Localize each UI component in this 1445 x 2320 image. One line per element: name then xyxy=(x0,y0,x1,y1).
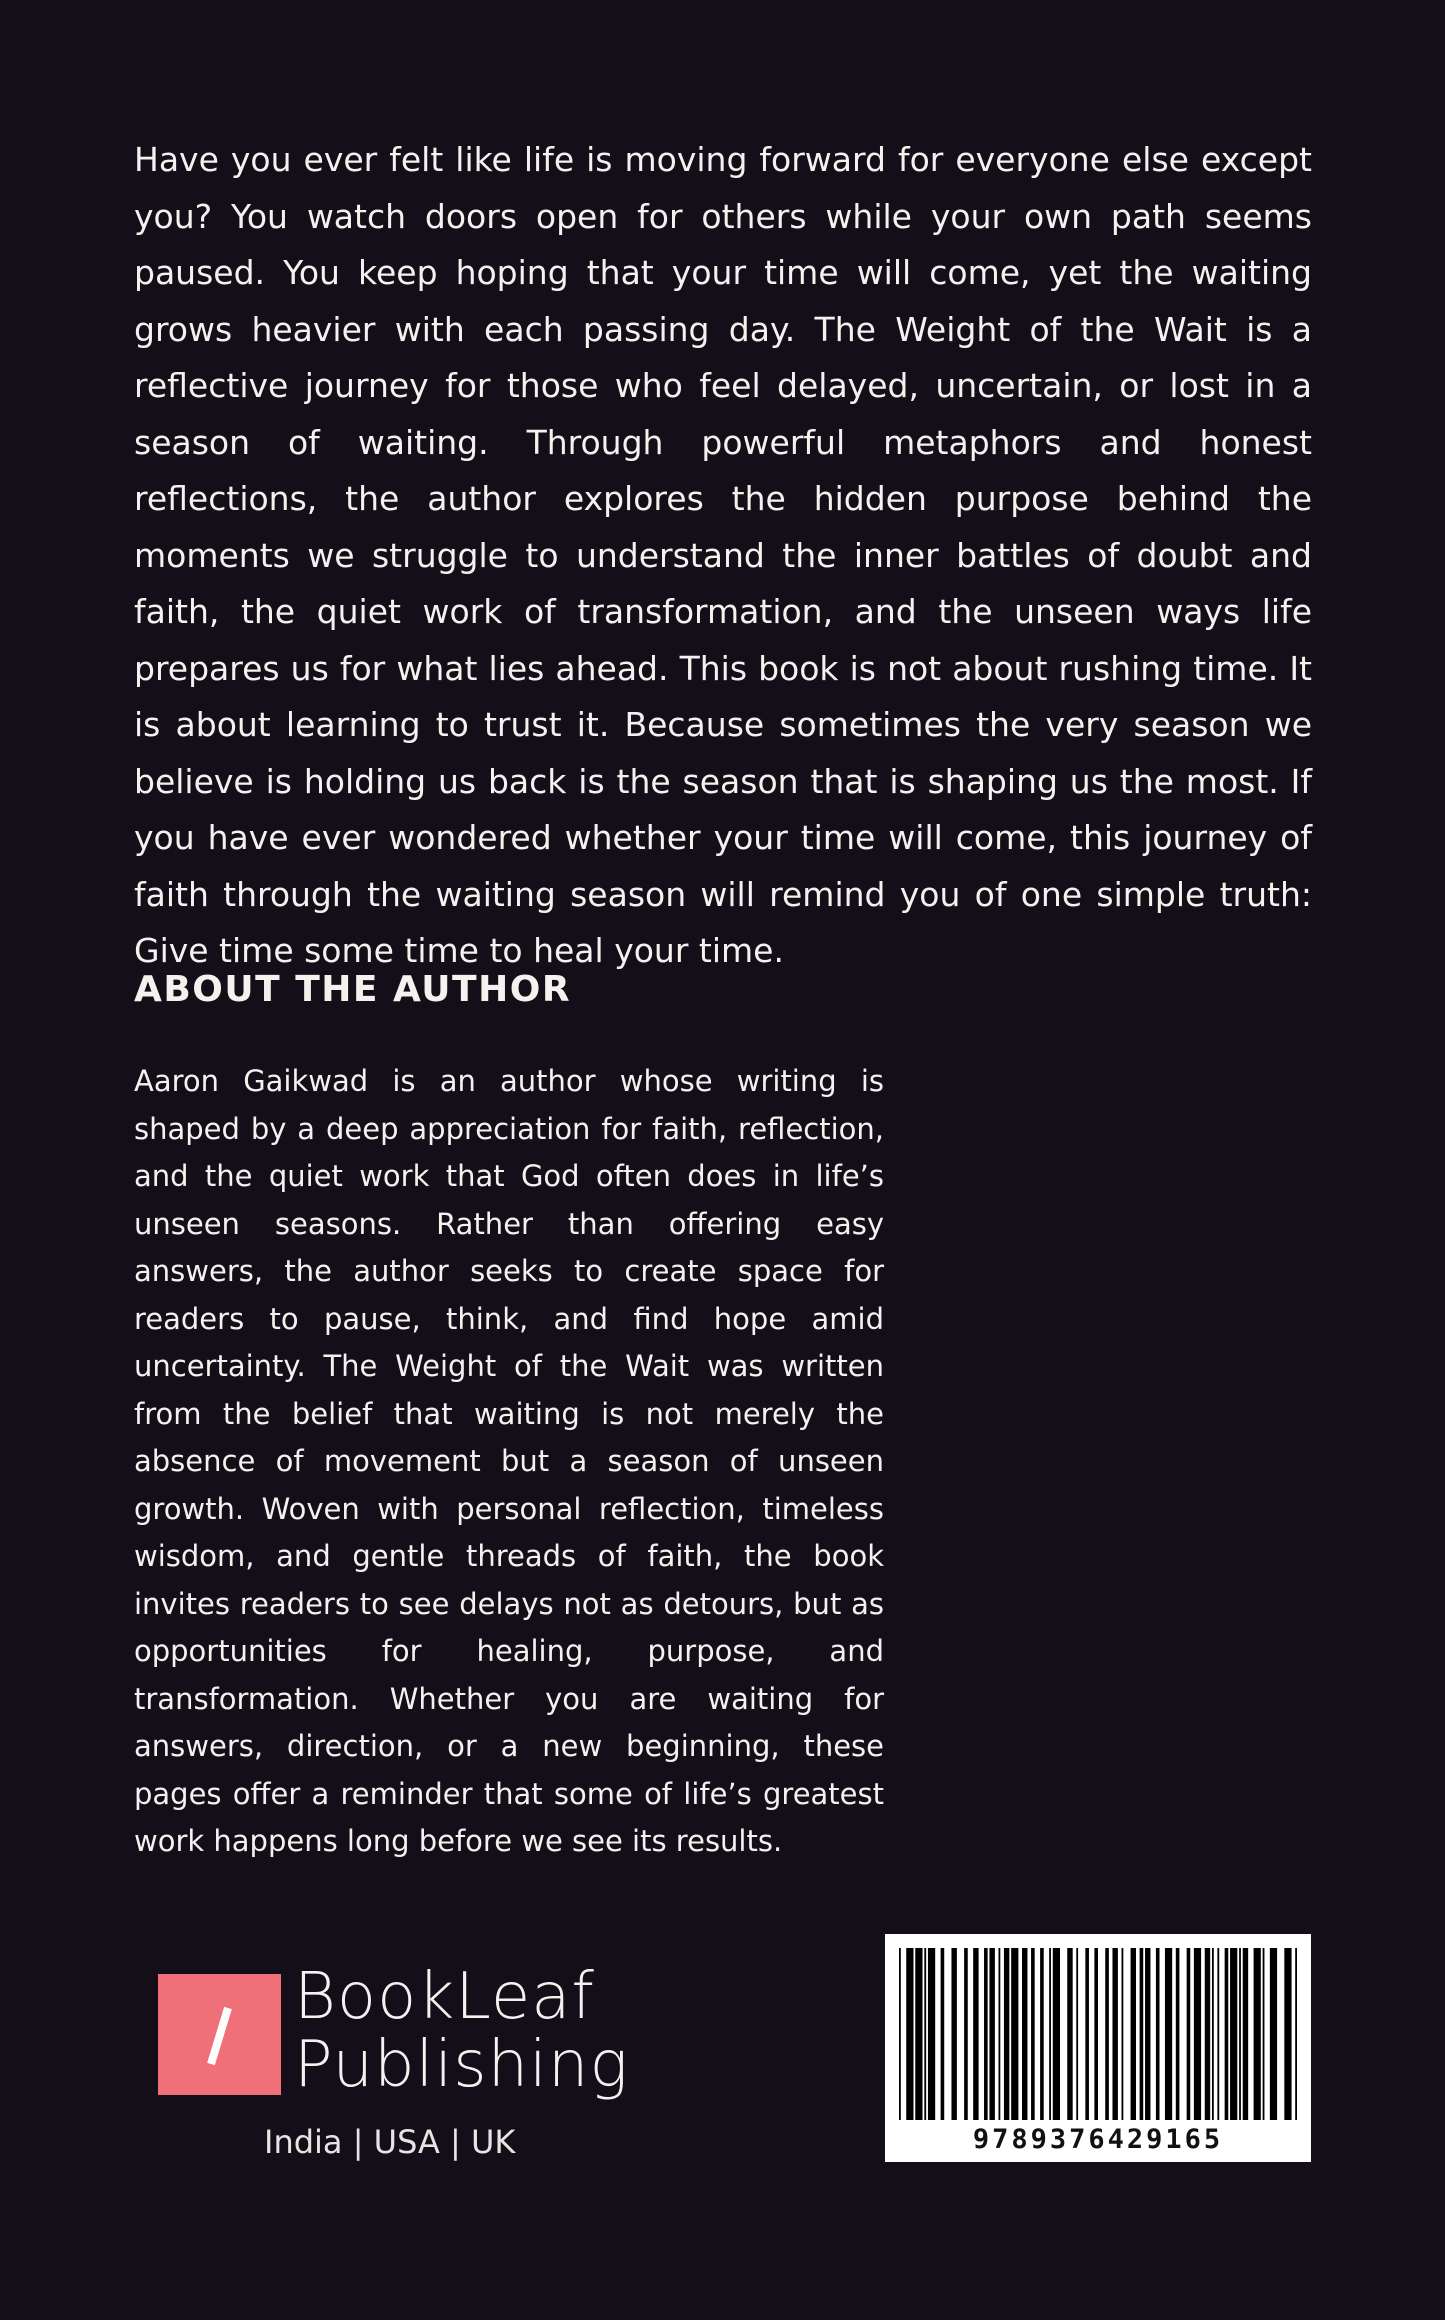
about-author-heading: ABOUT THE AUTHOR xyxy=(134,969,572,1010)
isbn-barcode xyxy=(885,1934,1311,2162)
back-cover-blurb: Have you ever felt like life is moving forward for everyone else except you? You watch doors open for others while your own path seems paused. You keep hoping that your time will come, yet the waiting grows heavier with each passing day. The Weight of the Wait is a reflective journey for those who feel delayed, uncertain, or lost in a season of waiting. Through powerful metaphors and honest reflections, the author explores the hidden purpose behind the moments we struggle to understand the inner battles of doubt and faith, the quiet work of transformation, and the unseen ways life prepares us for what lies ahead. This book is not about rushing time. It is about learning to trust it. Because sometimes the very season we believe is holding us back is the season that is shaping us the most. If you have ever wondered whether your time will come, this journey of faith through the waiting season will remind you of one simple truth: Give time some time to heal your time. xyxy=(134,140,1312,970)
publisher-regions: India | USA | UK xyxy=(264,2123,516,2161)
about-author-text: Aaron Gaikwad is an author whose writing is shaped by a deep appreciation for faith, reflection, and the quiet work that God often does in life’s unseen seasons. Rather than offering easy answers, the author seeks to create space for readers to pause, think, and find hope amid uncertainty. The Weight of the Wait was written from the belief that waiting is not merely the absence of movement but a season of unseen growth. Woven with personal reflection, timeless wisdom, and gentle threads of faith, the book invites readers to see delays not as detours, but as opportunities for healing, purpose, and transformation. Whether you are waiting for answers, direction, or a new beginning, these pages offer a reminder that some of life’s greatest work happens long before we see its results. xyxy=(134,1064,884,1858)
isbn-number: 9789376429165 xyxy=(972,2124,1224,2155)
logo-slash-icon xyxy=(158,1974,281,2095)
publisher-logo xyxy=(158,1960,629,2161)
publisher-name-line2: Publishing xyxy=(294,2028,629,2102)
publisher-name-line1: BookLeaf xyxy=(294,1960,595,2034)
barcode-bars-icon xyxy=(899,1948,1297,2120)
